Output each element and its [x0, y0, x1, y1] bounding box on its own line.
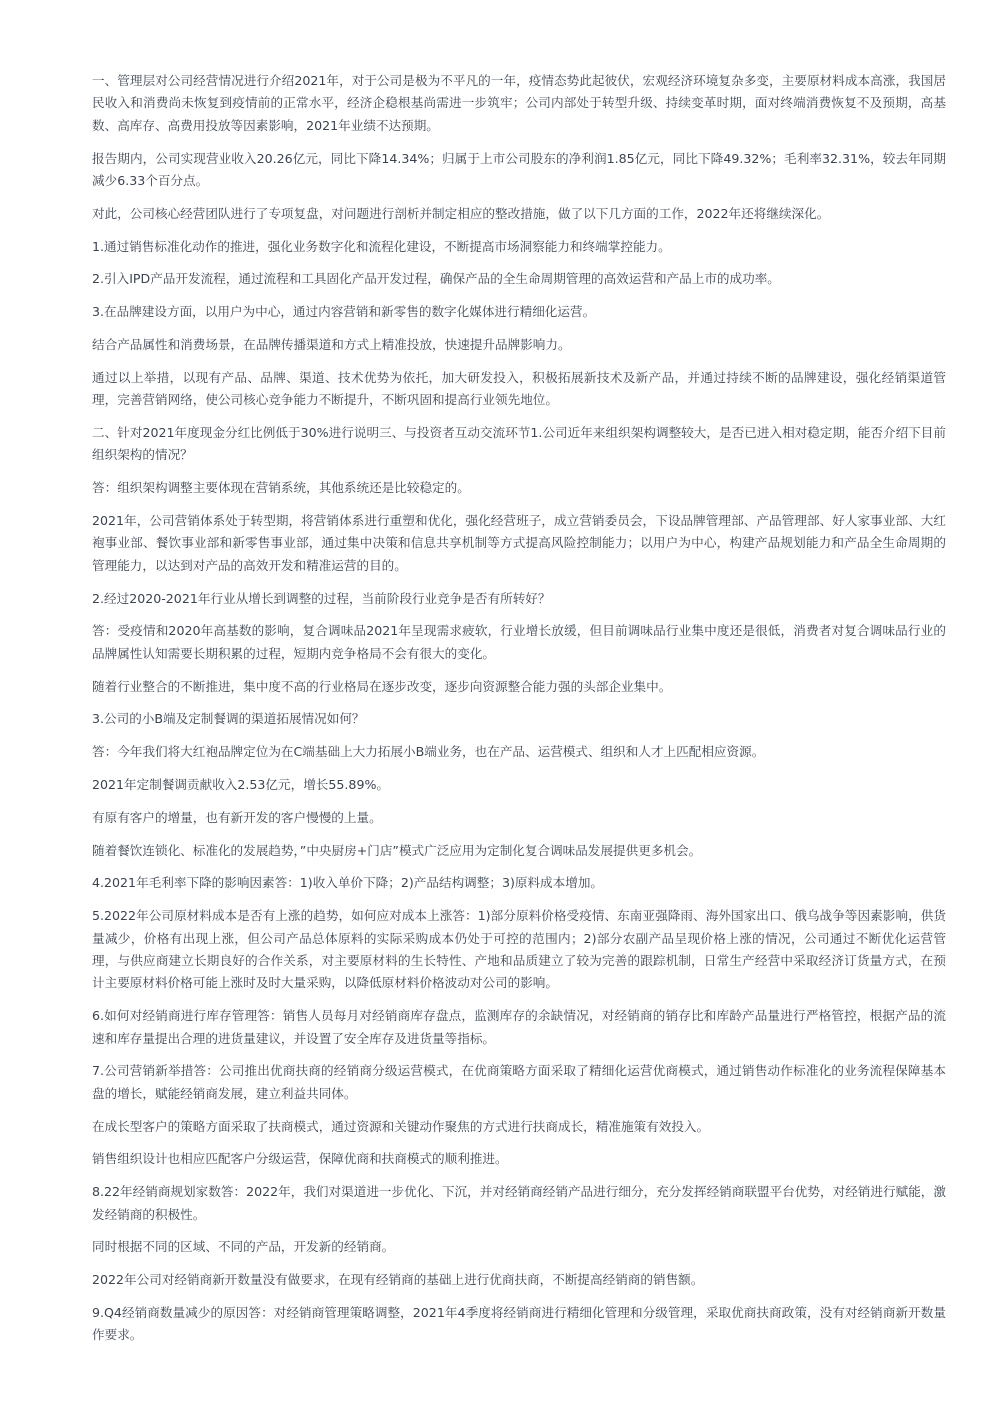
paragraph-question-4: 4.2021年毛利率下降的影响因素答：1)收入单价下降；2)产品结构调整；3)原料成本增加。 — [92, 875, 604, 891]
paragraph-financial-results: 报告期内，公司实现营业收入20.26亿元，同比下降14.34%；归属于上市公司股东的净利润1.85亿元，同比下降49.32%；毛利率32.31%，较去年同期减少6.33个百分点。 — [92, 150, 946, 189]
paragraph-measure-1: 1.通过销售标准化动作的推进，强化业务数字化和流程化建设，不断提高市场洞察能力和终端掌控能力。 — [92, 238, 671, 254]
paragraph-dealer-target: 2022年公司对经销商新开数量没有做要求，在现有经销商的基础上进行优商扶商，不断提高经销商的销售额。 — [92, 1272, 704, 1288]
paragraph-management-intro: 一、管理层对公司经营情况进行介绍2021年，对于公司是极为不平凡的一年，疫情态势此起彼伏，宏观经济环境复杂多变，主要原材料成本高涨，我国居民收入和消费尚未恢复到疫情前的正常水平，经济企稳根基尚需进一步筑牢；公司内部处于转型升级、持续变革时期，面对终端消费恢复不及预期，高基数、高库存、高费用投放等因素影响，2021年业绩不达预期。 — [92, 73, 946, 133]
paragraph-question-6: 6.如何对经销商进行库存管理答：销售人员每月对经销商库存盘点，监测库存的余缺情况，对经销商的销存比和库龄产品量进行严格管控，根据产品的流速和库存量提出合理的进货量建议，并设置了安全库存及进货量等指标。 — [92, 1008, 946, 1046]
paragraph-org-structure: 2021年，公司营销体系处于转型期，将营销体系进行重塑和优化，强化经营班子，成立营销委员会，下设品牌管理部、产品管理部、好人家事业部、大红袍事业部、餐饮事业部和新零售事业部，通过集中决策和信息共享机制等方式提高风险控制能力；以用户为中心，构建产品规划能力和产品全生命周期的管理能力，以达到对产品的高效开发和精准运营的目的。 — [92, 513, 946, 573]
paragraph-brand-placement: 结合产品属性和消费场景，在品牌传播渠道和方式上精准投放，快速提升品牌影响力。 — [92, 337, 571, 352]
paragraph-answer-3: 答：今年我们将大红袍品牌定位为在C端基础上大力拓展小B端业务，也在产品、运营模式、组织和人才上匹配相应资源。 — [92, 744, 765, 760]
paragraph-question-2: 2.经过2020-2021年行业从增长到调整的过程，当前阶段行业竞争是否有所转好？ — [92, 590, 551, 606]
paragraph-answer-1: 答：组织架构调整主要体现在营销系统，其他系统还是比较稳定的。 — [92, 480, 470, 496]
paragraph-customer-growth: 有原有客户的增量，也有新开发的客户慢慢的上量。 — [92, 809, 382, 825]
paragraph-sales-organization: 销售组织设计也相应匹配客户分级运营，保障优商和扶商模式的顺利推进。 — [92, 1151, 508, 1167]
paragraph-summary: 通过以上举措，以现有产品、品牌、渠道、技术优势为依托，加大研发投入，积极拓展新技术及新产品，并通过持续不断的品牌建设，强化经销渠道管理，完善营销网络，使公司核心竞争能力不断提升，不断巩固和提高行业领先地位。 — [92, 369, 946, 408]
paragraph-question-9: 9.Q4经销商数量减少的原因答：对经销商管理策略调整，2021年4季度将经销商进行精细化管理和分级管理，采取优商扶商政策，没有对经销商新开数量作要求。 — [92, 1305, 946, 1343]
paragraph-chain-trend: 随着餐饮连锁化、标准化的发展趋势，”中央厨房+门店”模式广泛应用为定制化复合调味品发展提供更多机会。 — [92, 842, 702, 858]
paragraph-measure-2: 2.引入IPD产品开发流程，通过流程和工具固化产品开发过程，确保产品的全生命周期管理的高效运营和产品上市的成功率。 — [92, 271, 780, 287]
paragraph-question-5: 5.2022年公司原材料成本是否有上涨的趋势，如何应对成本上涨答：1)部分原料价格受疫情、东南亚强降雨、海外国家出口、俄乌战争等因素影响，供货量减少，价格有出现上涨，但公司产品总体原料的实际采购成本仍处于可控的范围内；2)部分农副产品呈现价格上涨的情况，公司通过不断优化运营管理，与供应商建立长期良好的合作关系，对主要原材料的生长特性、产地和品质建立了较为完善的跟踪机制，日常生产经营中采取经济订货量方式，在预计主要原材料价格可能上涨时及时大量采购，以降低原材料价格波动对公司的影响。 — [92, 908, 946, 991]
paragraph-support-model: 在成长型客户的策略方面采取了扶商模式，通过资源和关键动作聚焦的方式进行扶商成长，精准施策有效投入。 — [92, 1118, 710, 1134]
paragraph-question-3: 3.公司的小B端及定制餐调的渠道拓展情况如何？ — [92, 711, 365, 727]
paragraph-review: 对此，公司核心经营团队进行了专项复盘，对问题进行剖析并制定相应的整改措施，做了以下几方面的工作，2022年还将继续深化。 — [92, 205, 830, 221]
paragraph-new-dealers: 同时根据不同的区域、不同的产品，开发新的经销商。 — [92, 1239, 395, 1255]
paragraph-question-8: 8.22年经销商规划家数答：2022年，我们对渠道进一步优化、下沉，并对经销商经销产品进行细分，充分发挥经销商联盟平台优势，对经销进行赋能，激发经销商的积极性。 — [92, 1184, 946, 1222]
paragraph-measure-3: 3.在品牌建设方面，以用户为中心，通过内容营销和新零售的数字化媒体进行精细化运营。 — [92, 304, 596, 320]
paragraph-industry-consolidation: 随着行业整合的不断推进，集中度不高的行业格局在逐步改变，逐步向资源整合能力强的头部企业集中。 — [92, 678, 672, 694]
paragraph-section-2-question-1: 二、针对2021年度现金分红比例低于30%进行说明三、与投资者互动交流环节1.公司近年来组织架构调整较大，是否已进入相对稳定期，能否介绍下目前组织架构的情况？ — [92, 425, 946, 463]
paragraph-answer-2: 答：受疫情和2020年高基数的影响，复合调味品2021年呈现需求疲软，行业增长放缓，但目前调味品行业集中度还是很低，消费者对复合调味品行业的品牌属性认知需要长期积累的过程，短期内竞争格局不会有很大的变化。 — [92, 623, 946, 661]
paragraph-question-7: 7.公司营销新举措答：公司推出优商扶商的经销商分级运营模式，在优商策略方面采取了精细化运营优商模式，通过销售动作标准化的业务流程保障基本盘的增长，赋能经销商发展，建立利益共同体。 — [92, 1063, 946, 1101]
paragraph-custom-revenue: 2021年定制餐调贡献收入2.53亿元，增长55.89%。 — [92, 777, 390, 792]
